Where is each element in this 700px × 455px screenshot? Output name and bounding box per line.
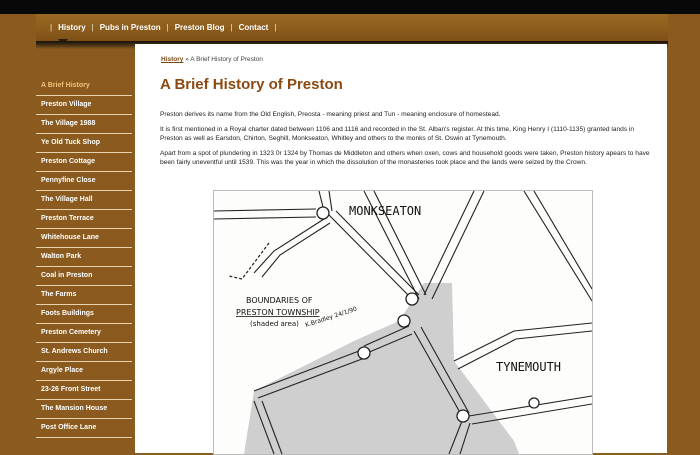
sidebar-item-23-26-front-street[interactable]: 23-26 Front Street bbox=[36, 382, 132, 400]
roundabout bbox=[398, 315, 410, 327]
nav-item-contact[interactable]: | Contact | bbox=[230, 23, 277, 32]
roundabout bbox=[406, 293, 418, 305]
nav-item-blog[interactable]: | Preston Blog bbox=[166, 23, 225, 32]
map-legend-line2: PRESTON TOWNSHIP bbox=[236, 308, 320, 317]
sidebar-menu bbox=[36, 78, 132, 439]
sidebar-item-foots-buildings[interactable]: Foots Buildings bbox=[36, 306, 132, 324]
map-signature: K.Bradley 24/1/90 bbox=[304, 305, 358, 329]
sidebar-item-st-andrews-church[interactable]: St. Andrews Church bbox=[36, 344, 132, 362]
sidebar-item-ye-old-tuck-shop[interactable]: Ye Old Tuck Shop bbox=[36, 135, 132, 153]
sidebar-item-preston-cemetery[interactable]: Preston Cemetery bbox=[36, 325, 132, 343]
sidebar-item-preston-village[interactable]: Preston Village bbox=[36, 97, 132, 115]
sidebar-item-a-brief-history[interactable]: A Brief History bbox=[36, 78, 132, 96]
sidebar-item-the-farms[interactable]: The Farms bbox=[36, 287, 132, 305]
roundabout bbox=[317, 207, 329, 219]
sidebar-item-argyle-place[interactable]: Argyle Place bbox=[36, 363, 132, 381]
township-map-image bbox=[213, 190, 593, 455]
nav-link[interactable]: Contact bbox=[238, 23, 269, 32]
roundabout bbox=[358, 347, 370, 359]
map-label-monkseaton: MONKSEATON bbox=[349, 204, 422, 218]
breadcrumb bbox=[161, 56, 263, 63]
paragraph-3: Apart from a spot of plundering in 1323 0r 1324 by Thomas de Middleton and others when oxen, cows and household goods were taken, Preston history apears to have been fairly uneventful until 1539. This was the year in which the dissolution of the monasteries took place and the lands were seized by the Crown. bbox=[160, 150, 650, 166]
paragraph-2: It is first mentioned in a Royal charter dated between 1106 and 1116 and recorded in the St. Alban's register. At this time, King Henry I (1110-1135) granted lands in Preston as well as Earsdon, Chirton, Seghill, Monkseaton, Whitley and others to the monks of St. Oswin at Tynemouth. bbox=[160, 126, 635, 142]
map-legend-line3: (shaded area) bbox=[250, 320, 299, 328]
sidebar-item-whitehouse-lane[interactable]: Whitehouse Lane bbox=[36, 230, 132, 248]
main-nav bbox=[36, 14, 668, 41]
roundabout bbox=[529, 398, 539, 408]
nav-link[interactable]: Pubs in Preston bbox=[99, 23, 161, 32]
nav-item-pubs[interactable]: | Pubs in Preston bbox=[91, 23, 161, 32]
roundabout bbox=[457, 410, 469, 422]
sidebar-item-preston-cottage[interactable]: Preston Cottage bbox=[36, 154, 132, 172]
sidebar-item-the-mansion-house[interactable]: The Mansion House bbox=[36, 401, 132, 419]
main-content bbox=[135, 44, 667, 453]
map-label-tynemouth: TYNEMOUTH bbox=[496, 360, 562, 374]
sidebar-item-walton-park[interactable]: Walton Park bbox=[36, 249, 132, 267]
nav-item-history[interactable]: | History bbox=[50, 23, 86, 32]
township-map bbox=[214, 191, 592, 454]
top-bar bbox=[0, 0, 700, 14]
breadcrumb-history-link[interactable]: History bbox=[161, 56, 184, 63]
nav-link[interactable]: Preston Blog bbox=[174, 23, 225, 32]
map-legend-line1: BOUNDARIES OF bbox=[246, 296, 313, 305]
sidebar-item-the-village-hall[interactable]: The Village Hall bbox=[36, 192, 132, 210]
breadcrumb-current: » A Brief History of Preston bbox=[185, 56, 263, 63]
sidebar-item-pennyfine-close[interactable]: Pennyfine Close bbox=[36, 173, 132, 191]
sidebar-item-post-office-lane[interactable]: Post Office Lane bbox=[36, 420, 132, 438]
sidebar-item-coal-in-preston[interactable]: Coal in Preston bbox=[36, 268, 132, 286]
page-title: A Brief History of Preston bbox=[160, 76, 343, 93]
dashed-boundary bbox=[229, 243, 269, 279]
nav-link[interactable]: History bbox=[58, 23, 86, 32]
paragraph-1: Preston derives its name from the Old English, Preosta - meaning priest and Tun - meaning enclosure of homestead. bbox=[160, 111, 501, 118]
sidebar-item-the-village-1988[interactable]: The Village 1988 bbox=[36, 116, 132, 134]
sidebar-item-preston-terrace[interactable]: Preston Terrace bbox=[36, 211, 132, 229]
